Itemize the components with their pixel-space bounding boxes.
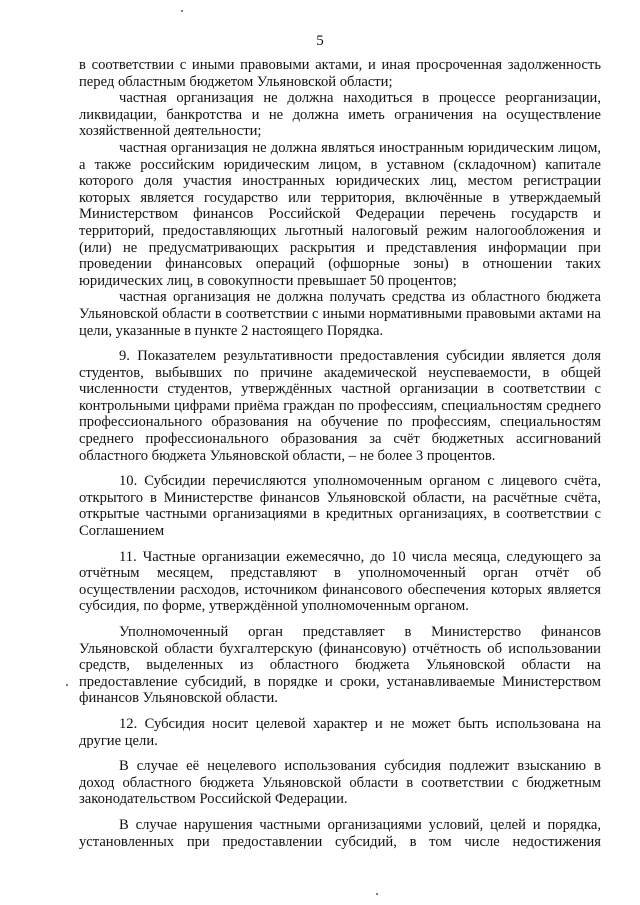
paragraph-item-10: 10. Субсидии перечисляются уполномоченным органом с лицевого счёта, открытого в Министерстве финансов Ульяновской области, на расчётные счёта, открытые частными организациями в кредитных организациях, в соответствии с Соглашением xyxy=(79,473,601,540)
paragraph-item-9: 9. Показателем результативности предоставления субсидии является доля студентов, выбывших по причине академической неуспеваемости, в общей численности студентов, утверждённых частной организации в соответствии с контрольными цифрами приёма граждан по профессиям, специальностям среднего профессионального образования на обучение по профессиям, специальностям среднего профессионального образования за счёт бюджетных ассигнований областного бюджета Ульяновской области, – не более 3 процентов. xyxy=(79,348,601,464)
paragraph-violation: В случае нарушения частными организациями условий, целей и порядка, установленных при предоставлении субсидий, в том числе недостижения xyxy=(79,816,601,850)
paragraph-continuation: в соответствии с иными правовыми актами, и иная просроченная задолженность перед областным бюджетом Ульяновской области; xyxy=(79,57,601,90)
paragraph-item-12: 12. Субсидия носит целевой характер и не может быть использована на другие цели. xyxy=(79,715,601,749)
document-body xyxy=(79,57,601,850)
scan-speck xyxy=(181,10,183,12)
paragraph-no-reorganization: частная организация не должна находиться в процессе реорганизации, ликвидации, банкротства и не должна иметь ограничения на осуществление хозяйственной деятельности; xyxy=(79,90,601,140)
paragraph-reporting: Уполномоченный орган представляет в Министерство финансов Ульяновской области бухгалтерскую (финансовую) отчётность об использовании средств, выделенных из областного бюджета Ульяновской области на предоставление субсидий, в порядке и сроки, устанавливаемые Министерством финансов Ульяновской области. xyxy=(79,624,601,707)
paragraph-item-11: 11. Частные организации ежемесячно, до 10 числа месяца, следующего за отчётным месяцем, представляют в уполномоченный орган отчёт об осуществлении расходов, источником финансового обеспечения которых является субсидия, по форме, утверждённой уполномоченным органом. xyxy=(79,548,601,615)
paragraph-no-other-funds: частная организация не должна получать средства из областного бюджета Ульяновской области в соответствии с иными нормативными правовыми актами на цели, указанные в пункте 2 настоящего Порядка. xyxy=(79,289,601,339)
paragraph-misuse-recovery: В случае её нецелевого использования субсидия подлежит взысканию в доход областного бюджета Ульяновской области в соответствии с бюджетным законодательством Российской Федерации. xyxy=(79,758,601,808)
scan-speck xyxy=(376,893,378,895)
scan-speck xyxy=(66,684,68,686)
paragraph-not-foreign-entity: частная организация не должна являться иностранным юридическим лицом, а также российским юридическим лицом, в уставном (складочном) капитале которого доля участия иностранных юридических лиц, местом регистрации которых является государство или территория, включённые в утверждаемый Министерством финансов Российской Федерации перечень государств и территорий, предоставляющих льготный налоговый режим налогообложения и (или) не предусматривающих раскрытия и представления информации при проведении финансовых операций (офшорные зоны) в отношении таких юридических лиц, в совокупности превышает 50 процентов; xyxy=(79,139,601,289)
page-number: 5 xyxy=(316,33,324,49)
